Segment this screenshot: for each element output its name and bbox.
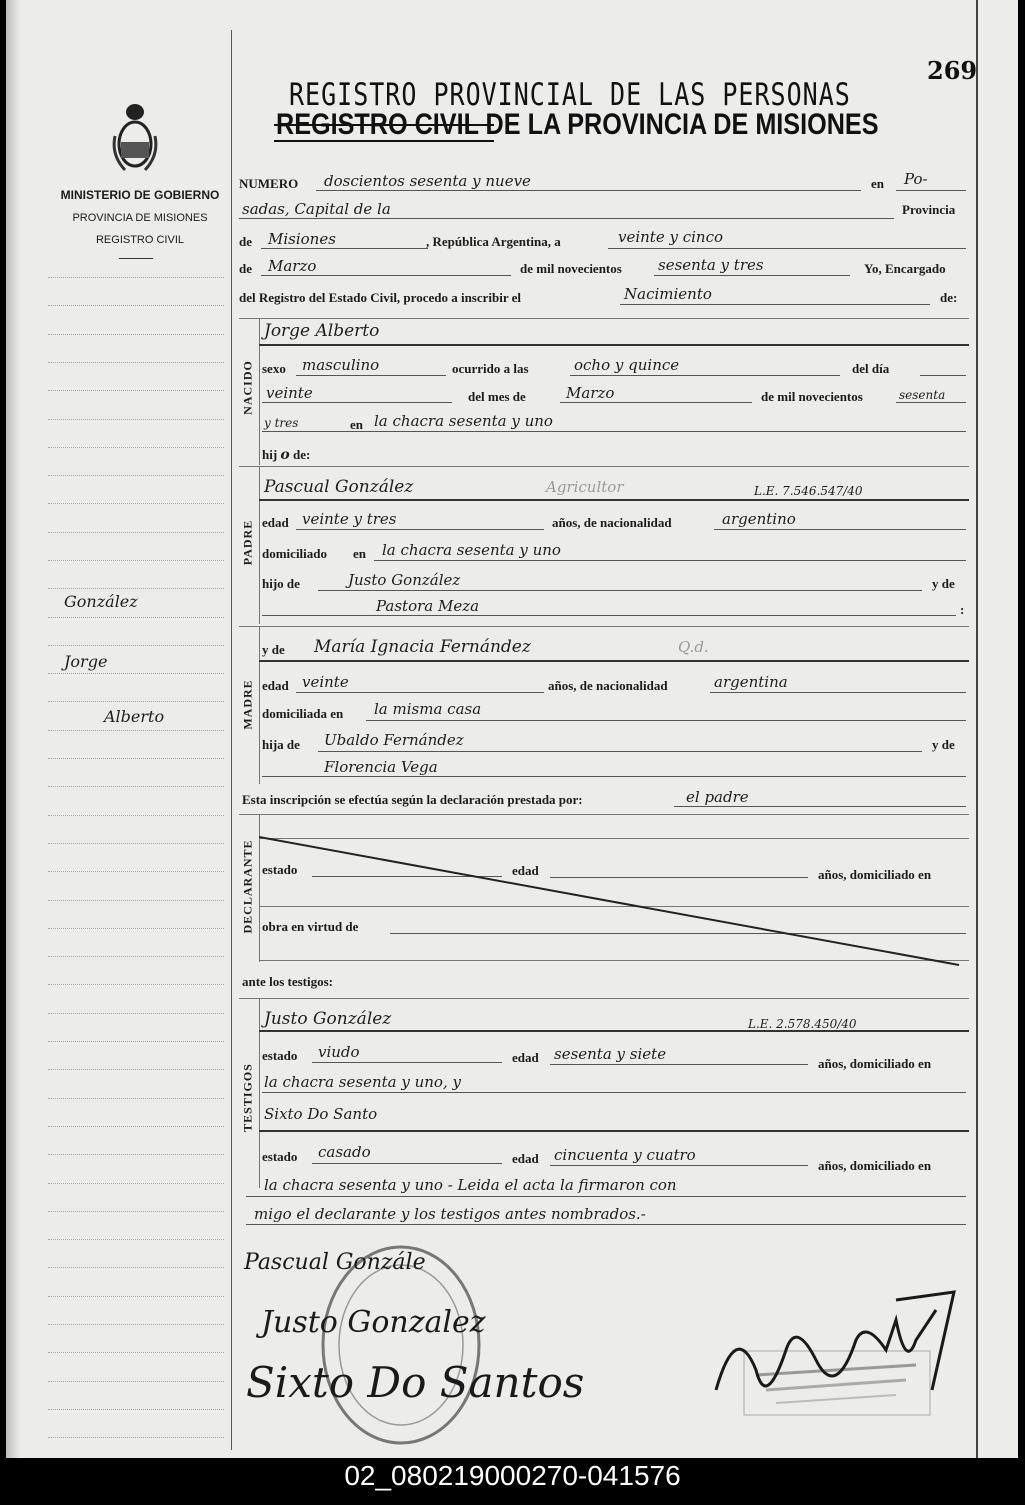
margin-apellido: González [64,592,138,611]
margin-line [48,843,224,844]
hw-abuelo-m: Ubaldo Fernández [324,731,464,749]
label-ocurrido: ocurrido a las [452,361,529,376]
side-label-padre: PADRE [240,519,255,566]
label-hijo: hij o de: [262,447,311,463]
margin-line [48,1126,224,1127]
margin-line [48,560,224,561]
hw-anio-1: sesenta [899,388,946,402]
label-obra: obra en virtud de [262,919,359,934]
margin-line [48,617,224,618]
hw-madre-nac: argentina [714,673,788,691]
margin-line [48,758,224,759]
margin-line [48,1041,224,1042]
label-edad5: edad [512,1151,539,1166]
margin-line [48,815,224,816]
hw-en-lugar-1: Po- [904,170,928,188]
label-domiciliada-en: domiciliada en [262,706,344,721]
hw-madre-dom: la misma casa [374,700,482,718]
margin-line [48,390,224,391]
hw-testigo2-dom-2: migo el declarante y los testigos antes nombrados.- [254,1205,646,1223]
civil-registry-page: MINISTERIO DE GOBIERNO PROVINCIA DE MISIONES REGISTRO CIVIL REGISTRO PROVINCIAL DE LAS PERSONAS 269 REGISTRO CIVIL DE LA PROVINCIA DE MISIONES NUMERO doscientos sesenta y nueve en Po- sadas, Capital de la Provincia de Misiones , República Argentina, a veinte y cinco de Marzo de mil novecientos sesenta y tres Yo, Encargado del Registro del Estado Civil, procedo a inscribir el Nacimiento de: NACIDO Jorge Alberto sexo masculino ocurrido a las ocho y quince del día veinte del mes de Marzo de mil novecientos sesenta y tres en la chacra sesenta y uno hij o de: PADRE Pascual González Agricultor L.E. 7.546.547/40 edad veinte y tres años, de nacionalidad argentino domiciliado en la chacra sesenta y uno hijo de Justo González y de Pastora Meza : MADRE y de María Ignacia Fernández Q.d. edad veinte años, de nacionalidad argentina domiciliada en la misma casa hija de Ubaldo Fernández y de Florencia Vega Esta inscripción se efectúa según la declaración prestada por: el padre DECLARANTE estado edad años, domiciliado en obra en virtud de ante los testigos: TESTIGOS Justo González L.E. 2.578.450/40 estado viudo edad sesenta y siete años, domiciliado en la chacra sesenta y uno, y Sixto Do Santo estado casado edad cincuenta y cuatro años, domiciliado en la chacra sesenta y uno - Leida el acta la firmaron con migo el declarante y los testigos antes nombrados.- González Jorge Alberto Pascual Gonzále Justo Gonzalez Sixto Do Santos [6,0,1018,1458]
hw-abuelo-p: Justo González [348,571,461,589]
footer-id: 02_080219000270-041576 [344,1460,681,1491]
margin-line [48,305,224,306]
label-edad2: edad [262,678,289,693]
province-name: PROVINCIA DE MISIONES [72,212,208,224]
hw-dia: veinte [266,384,313,402]
margin-line [48,1183,224,1184]
label-yo: Yo, Encargado [864,261,946,276]
label-de-mil-nov: de mil novecientos [761,389,863,404]
hw-padre-nombre: Pascual González [264,477,414,497]
signature-1: Pascual Gonzále [244,1250,426,1275]
hw-abuela-m: Florencia Vega [324,758,438,776]
hw-testigo2-estado: casado [318,1143,371,1161]
hw-padre-nac: argentino [722,510,796,528]
label-y-de2: y de [932,737,955,752]
hw-padre-ocup: Agricultor [546,478,624,496]
hw-acto: Nacimiento [624,285,712,303]
margin-line [48,334,224,335]
binding-edge [6,0,20,1458]
coat-of-arms-icon [109,100,161,175]
margin-line [48,475,224,476]
side-label-declarante: DECLARANTE [240,839,255,934]
label-de: de [239,234,252,249]
label-anios-dom2: años, domiciliado en [818,1056,932,1071]
hw-anio-2: y tres [264,416,299,430]
hw-testigo1-edad: sesenta y siete [554,1045,667,1063]
margin-line [48,1154,224,1155]
hw-testigo2-dom-1: la chacra sesenta y uno - Leida el acta la firmaron con [264,1176,677,1194]
hw-declarante: el padre [686,788,749,806]
hw-numero: doscientos sesenta y nueve [324,172,531,190]
margin-line [48,1437,224,1438]
margin-line [48,1352,224,1353]
margin-line [48,277,224,278]
margin-line [48,1069,224,1070]
signature-2: Justo Gonzalez [261,1305,486,1340]
margin-line [48,645,224,646]
side-label-nacido: NACIDO [240,360,255,415]
label-del-registro: del Registro del Estado Civil, procedo a inscribir el [239,290,522,305]
margin-line [48,419,224,420]
form-right-border [976,0,978,1458]
margin-line [48,984,224,985]
margin-line [48,871,224,872]
margin-line [48,730,224,731]
margin-line [48,786,224,787]
hw-dia-fecha: veinte y cinco [618,228,724,246]
label-provincia: Provincia [902,202,956,217]
label-edad4: edad [512,1050,539,1065]
form-left-border [231,30,232,1450]
label-de-colon: de: [940,290,958,305]
margin-line [48,503,224,504]
label-del-dia: del día [852,361,890,376]
strike-line-1 [274,124,494,126]
label-domiciliado: domiciliado [262,546,328,561]
label-anios-dom: años, domiciliado en [818,867,932,882]
hw-anio-fecha: sesenta y tres [658,256,764,274]
label-estado3: estado [262,1149,298,1164]
hw-padre-dom: la chacra sesenta y uno [382,541,561,559]
margin-line [48,1239,224,1240]
margin-line [48,900,224,901]
label-edad: edad [262,515,289,530]
folio-number: 269 [927,56,978,85]
label-en3: en [353,546,366,561]
label-en2: en [350,417,363,432]
margin-line [48,1013,224,1014]
label-anios-nac: años, de nacionalidad [552,515,672,530]
hw-testigo1-estado: viudo [318,1043,360,1061]
label-anios-dom3: años, domiciliado en [818,1158,932,1173]
label-de-mil: de mil novecientos [520,261,622,276]
margin-line [48,1211,224,1212]
margin-line [48,956,224,957]
hw-mes: Marzo [566,384,615,402]
hw-provincia-de: Misiones [268,230,336,248]
hw-madre-ocup: Q.d. [678,638,709,656]
label-en: en [871,176,884,191]
label-y-de-madre: y de [262,642,285,657]
margin-line [48,362,224,363]
margin-line [48,447,224,448]
hw-madre-edad: veinte [302,673,349,691]
hw-mes-fecha: Marzo [268,257,317,275]
label-sexo: sexo [262,361,286,376]
strike-line-2 [274,140,494,142]
signature-3: Sixto Do Santos [246,1358,585,1407]
margin-line [48,1324,224,1325]
margin-line [48,673,224,674]
office-underline [119,258,153,259]
margin-line [48,1409,224,1410]
hw-sexo: masculino [302,356,380,374]
hw-testigo2-edad: cincuenta y cuatro [554,1146,696,1164]
label-estado2: estado [262,1048,298,1063]
margin-line [48,701,224,702]
margin-line [48,532,224,533]
office-name: REGISTRO CIVIL [95,234,185,246]
hw-testigo2: Sixto Do Santo [264,1105,378,1123]
side-label-testigos: TESTIGOS [240,1063,255,1132]
label-republica: , República Argentina, a [426,234,561,249]
margin-line [48,1296,224,1297]
hw-padre-edad: veinte y tres [302,510,397,528]
margin-line [48,1267,224,1268]
margin-line [48,928,224,929]
label-ante-testigos: ante los testigos: [242,974,333,989]
side-label-madre: MADRE [240,679,255,730]
hw-abuela-p: Pastora Meza [376,597,480,615]
page-title: REGISTRO PROVINCIAL DE LAS PERSONAS [289,76,851,113]
margin-nombre1: Jorge [64,652,108,671]
margin-line [48,1098,224,1099]
hw-lugar: la chacra sesenta y uno [374,412,553,430]
hw-testigo1: Justo González [264,1009,392,1029]
label-y-de: y de [932,576,955,591]
label-de2: de [239,261,252,276]
cancel-line [259,835,969,970]
label-estado: estado [262,862,298,877]
hw-padre-doc: L.E. 7.546.547/40 [754,484,863,498]
hw-testigo1-dom: la chacra sesenta y uno, y [264,1073,461,1091]
label-hija-de: hija de [262,737,300,752]
hw-madre-nombre: María Ignacia Fernández [314,637,531,657]
label-hijo-de2: hijo de [262,576,300,591]
margin-nombre2: Alberto [104,707,165,726]
ministry-name: MINISTERIO DE GOBIERNO [60,188,220,202]
margin-line [48,588,224,589]
margin-line [48,1381,224,1382]
label-numero: NUMERO [239,176,299,191]
hw-nombre: Jorge Alberto [264,321,380,341]
registrar-signature-icon [696,1280,966,1430]
label-esta-inscripcion: Esta inscripción se efectúa según la declaración prestada por: [242,792,583,807]
hw-testigo1-doc: L.E. 2.578.450/40 [748,1017,857,1031]
label-anios-nac2: años, de nacionalidad [548,678,668,693]
label-edad3: edad [512,863,539,878]
hw-en-lugar-2: sadas, Capital de la [242,200,391,218]
label-del-mes: del mes de [468,389,526,404]
hw-hora: ocho y quince [574,356,680,374]
struck-title: REGISTRO CIVIL DE LA PROVINCIA DE MISIONES [276,108,879,141]
